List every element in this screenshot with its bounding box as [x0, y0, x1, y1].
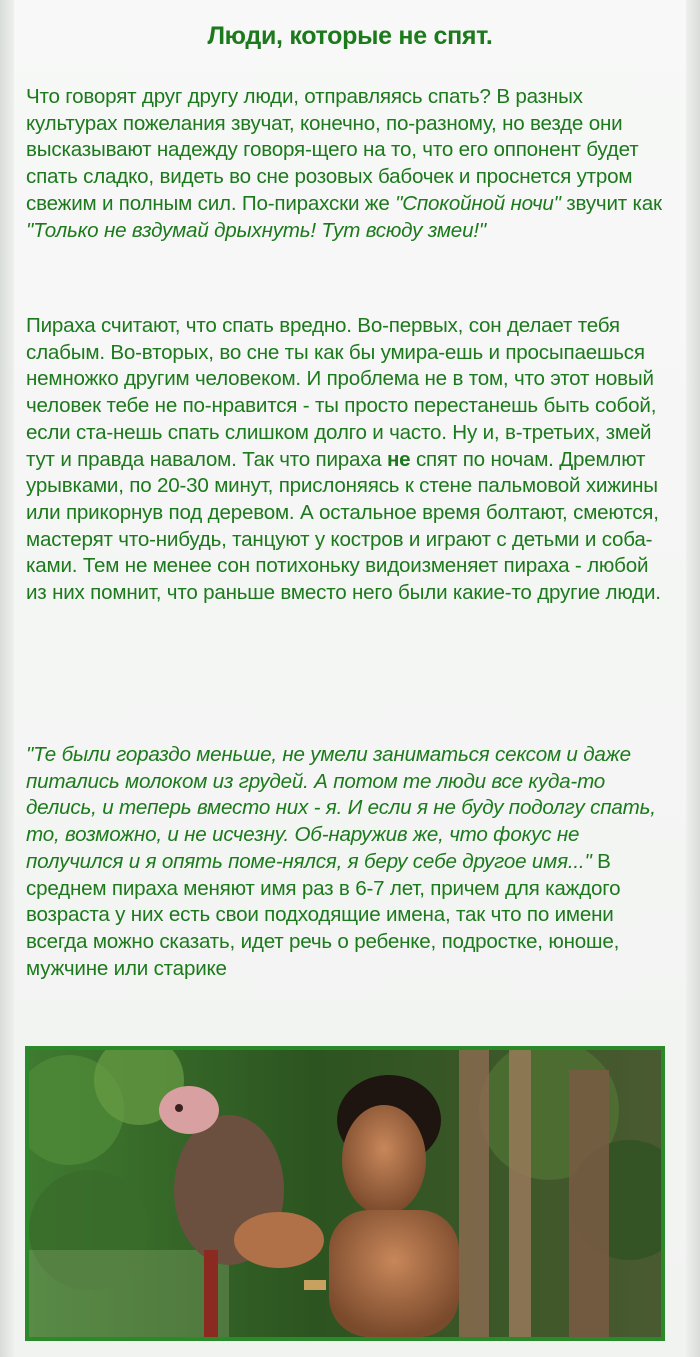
p2-bold-ne: не	[386, 447, 411, 471]
p2-text-a: Пираха считают, что спать вредно. Во-первых, сон делает тебя слабым. Во-вторых, во сне ты как бы умира-ешь и просыпаешься немножко другим человеком. И проблема не в том, что этот новый человек тебе не по-нравится - ты просто перестанешь быть собой, если ста-нешь спать слишком долго и часто. Ну и, в-третьих, змей тут и правда навалом. Так что пираха	[26, 314, 657, 471]
paragraph-2	[26, 313, 674, 607]
paragraph-3	[26, 742, 674, 982]
p1-quote-snakes: "Только не вздумай дрыхнуть! Тут всюду змеи!"	[26, 218, 486, 242]
paragraph-1	[26, 84, 674, 244]
p3-text-b: В среднем пираха меняют имя раз в 6-7 лет, причем для каждого возраста у них есть свои подходящие имена, так что по имени всегда можно сказать, идет речь о ребенке, подростке, юноше, мужчине или старике	[26, 849, 621, 980]
p1-text-a: Что говорят друг другу люди, отправляясь спать? В разных культурах пожелания звучат, конечно, по-разному, но везде они высказывают надежду говоря-щего на то, что его оппонент будет спать сладко, видеть во сне розовых бабочек и проснется утром свежим и полным сил. По-пирахски же	[26, 85, 639, 215]
p1-text-c: звучит как	[560, 191, 662, 215]
p1-quote-good-night: "Спокойной ночи"	[395, 191, 561, 215]
article-photo	[25, 1046, 665, 1341]
p2-text-c: спят по ночам. Дремлют урывками, по 20-30 минут, прислоняясь к стене пальмовой хижины или прикорнув под деревом. А остальное время болтают, смеются, мастерят что-нибудь, танцуют у костров и играют с детьми и соба-ками. Тем не менее сон потихоньку видоизменяет пираха - любой из них помнит, что раньше вместо него были какие-то другие люди.	[26, 447, 661, 605]
p3-quote: "Те были гораздо меньше, не умели заниматься сексом и даже питались молоком из грудей. А потом те люди все куда-то делись, и теперь вместо них - я. И если я не буду подолгу спать, то, возможно, и не исчезну. Об-наружив же, что фокус не получился и я опять поме-нялся, я беру себе другое имя..."	[26, 743, 656, 873]
article-title: Люди, которые не спят.	[207, 22, 493, 50]
photo-illustration	[29, 1050, 661, 1337]
